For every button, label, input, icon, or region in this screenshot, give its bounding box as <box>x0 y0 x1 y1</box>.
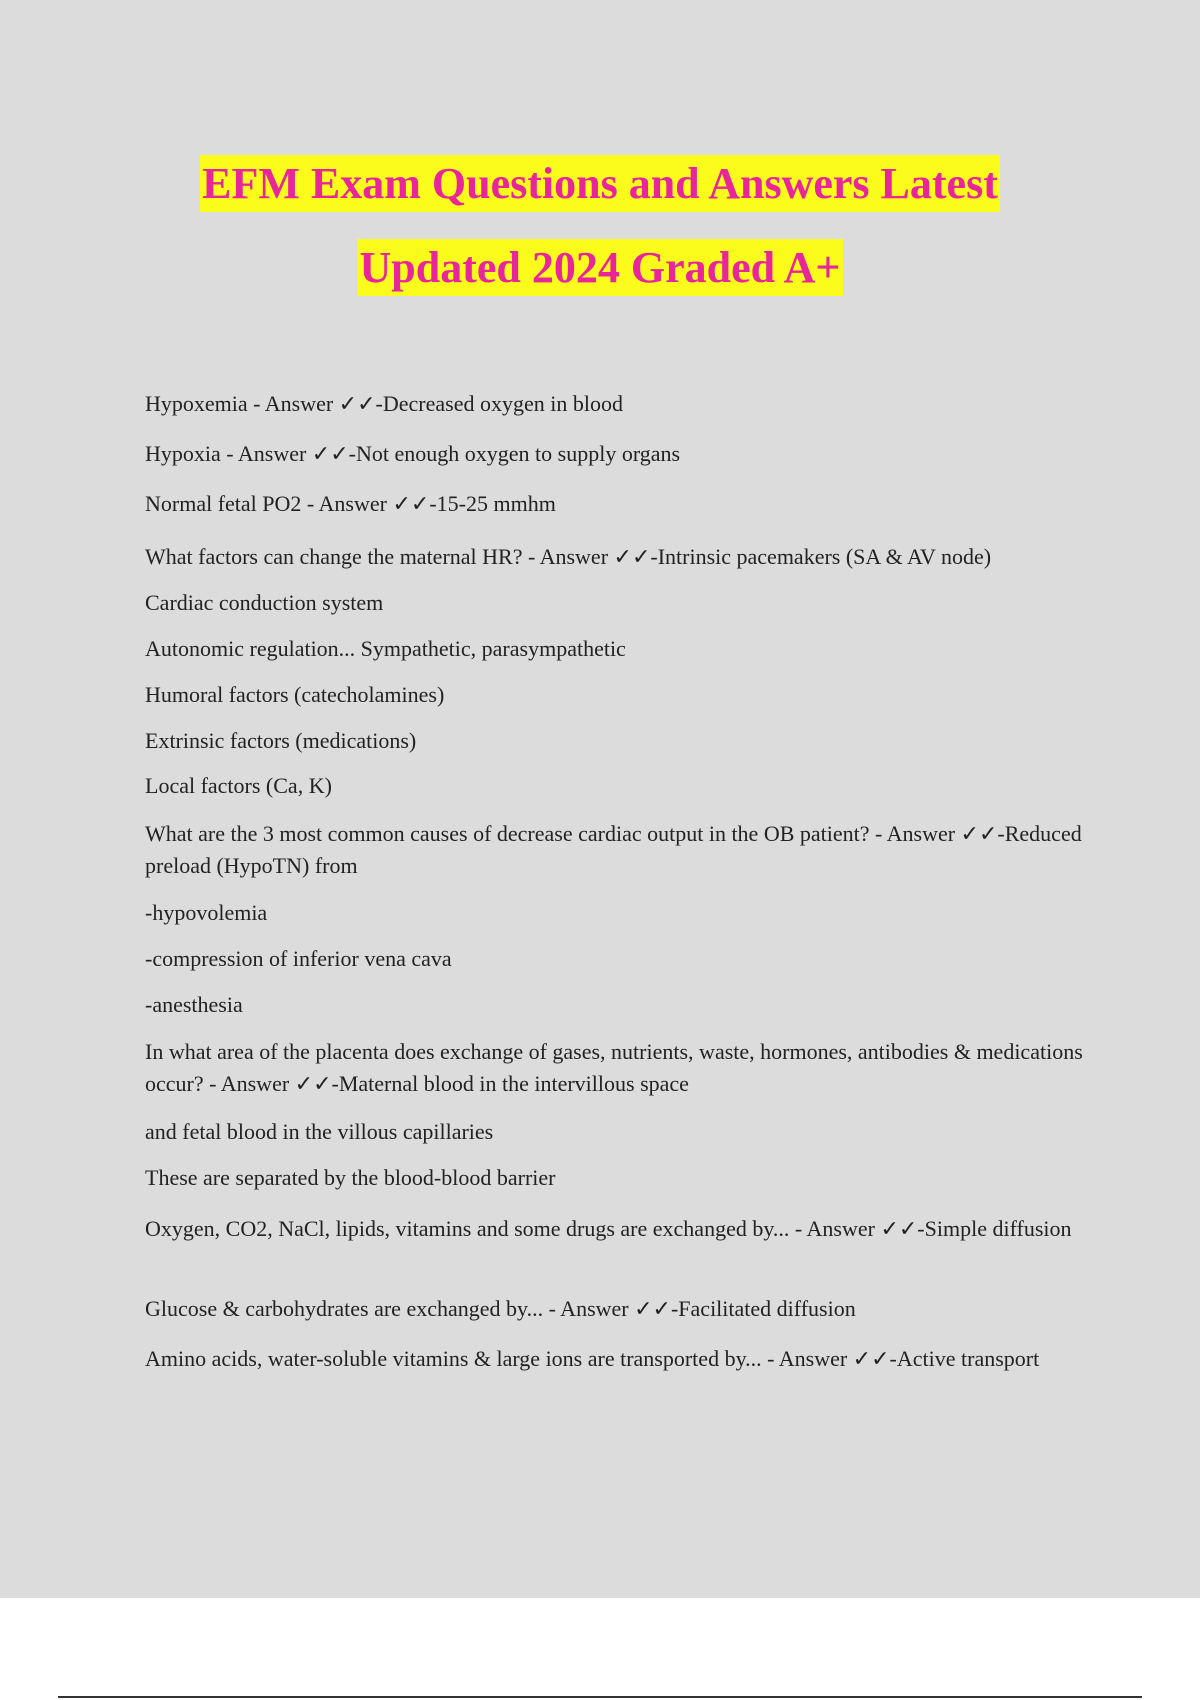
text-line: Autonomic regulation... Sympathetic, parasympathetic <box>145 636 626 661</box>
text-line: What are the 3 most common causes of decrease cardiac output in the OB patient? - Answer ✓✓-Reduced preload (HypoTN) from <box>145 821 1082 878</box>
text-line: In what area of the placenta does exchange of gases, nutrients, waste, hormones, antibodies & medications occur? - Answer ✓✓-Maternal blood in the intervillous space <box>145 1039 1083 1096</box>
text-line: Hypoxia - Answer ✓✓-Not enough oxygen to supply organs <box>145 441 681 466</box>
text-line: -hypovolemia <box>145 900 268 925</box>
text-line: and fetal blood in the villous capillaries <box>145 1119 494 1144</box>
text-line: Extrinsic factors (medications) <box>145 728 417 753</box>
text-line: Local factors (Ca, K) <box>145 773 332 798</box>
text-line: Glucose & carbohydrates are exchanged by... - Answer ✓✓-Facilitated diffusion <box>145 1296 856 1321</box>
text-line: -anesthesia <box>145 992 243 1017</box>
text-line: Oxygen, CO2, NaCl, lipids, vitamins and some drugs are exchanged by... - Answer ✓✓-Simple diffusion <box>145 1216 1072 1241</box>
title-line-2: Updated 2024 Graded A+ <box>357 239 842 296</box>
footer-rule <box>58 1696 1142 1698</box>
text-line: Hypoxemia - Answer ✓✓-Decreased oxygen in blood <box>145 391 623 416</box>
title-line-1-row <box>0 142 1200 226</box>
text-line: -compression of inferior vena cava <box>145 946 452 971</box>
document-title <box>0 142 1200 310</box>
text-line: These are separated by the blood-blood barrier <box>145 1165 556 1190</box>
title-line-1: EFM Exam Questions and Answers Latest <box>200 155 1000 212</box>
text-line: Normal fetal PO2 - Answer ✓✓-15-25 mmhm <box>145 491 556 516</box>
text-line: Cardiac conduction system <box>145 590 384 615</box>
text-line: Humoral factors (catecholamines) <box>145 682 445 707</box>
title-line-2-row <box>0 226 1200 310</box>
text-line: What factors can change the maternal HR? - Answer ✓✓-Intrinsic pacemakers (SA & AV node) <box>145 544 992 569</box>
text-line: Amino acids, water-soluble vitamins & large ions are transported by... - Answer ✓✓-Active transport <box>145 1346 1040 1371</box>
